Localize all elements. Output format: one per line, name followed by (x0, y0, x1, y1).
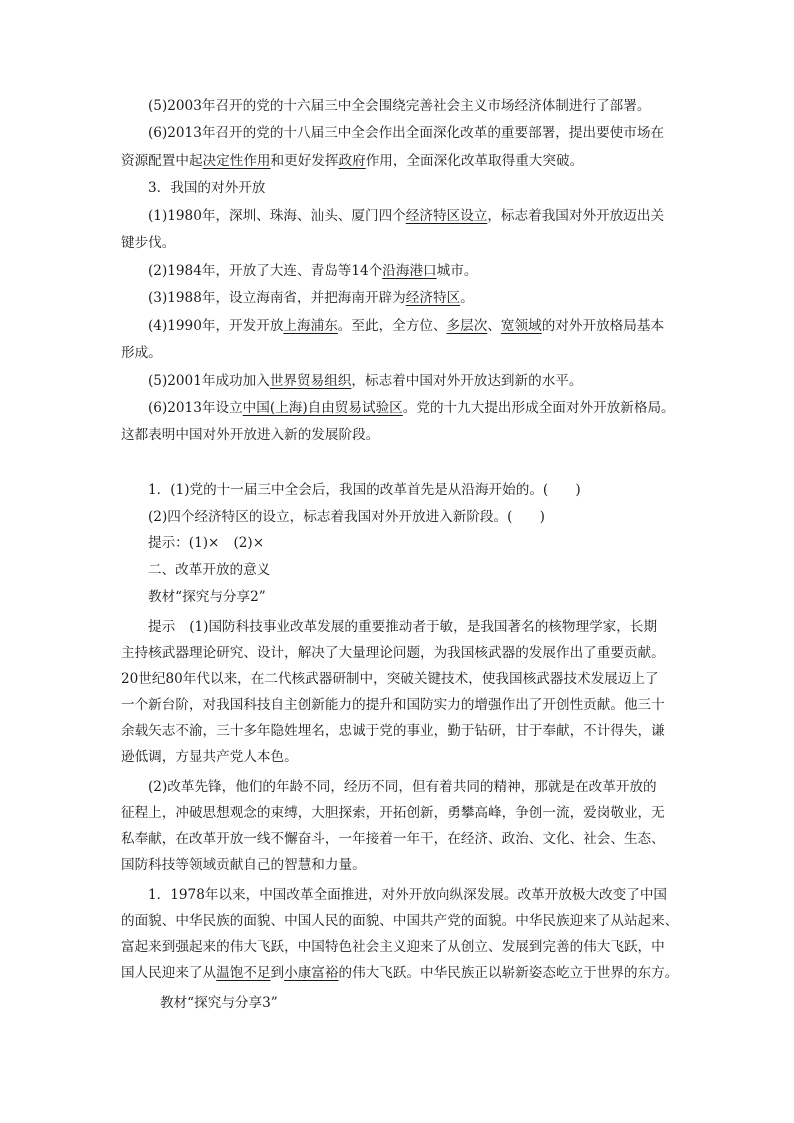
text-line (121, 911, 678, 931)
underlined-term: 中国(上海)自由贸易试验区 (242, 400, 403, 416)
text-segment: 私奉献，在改革开放一线不懈奋斗，一年接着一年干，在经济、政治、文化、社会、生态、 (121, 831, 665, 847)
text-segment: 键步伐。 (121, 235, 176, 251)
text-segment: (4)1990年，开发开放 (148, 318, 284, 334)
text-line (148, 288, 474, 308)
text-segment: 教材“探究与分享3” (160, 995, 278, 1011)
text-line (148, 560, 270, 580)
text-segment: 一个新台阶，对我国科技自主创新能力的提升和国防实力的增强作出了开创性贡献。他三十 (121, 697, 665, 713)
text-segment: (5)2003年召开的党的十六届三中全会围绕完善社会主义市场经济体制进行了部署。 (148, 98, 651, 114)
text-line (148, 206, 664, 226)
underlined-term: 上海浦东 (283, 318, 338, 334)
text-segment: 。党的十九大提出形成全面对外开放新格局。 (402, 400, 675, 416)
text-segment: 。 (460, 290, 474, 306)
text-segment: 主持核武器理论研究、设计，解决了大量理论问题，为我国核武器的发展作出了重要贡献。 (121, 645, 665, 661)
text-line (148, 587, 266, 607)
text-line (148, 96, 650, 116)
text-segment: 余载矢志不渝，三十多年隐姓埋名，忠诚于党的事业，勤于钻研，甘于奉献，不计得失，谦 (121, 723, 665, 739)
text-line (160, 993, 278, 1013)
text-line (148, 261, 477, 281)
text-line (121, 747, 298, 767)
text-line (121, 963, 678, 983)
text-line (148, 617, 657, 637)
underlined-term: 多层次 (446, 318, 488, 334)
underlined-term: 温饱不足 (216, 965, 271, 981)
text-segment: 的伟大飞跃。中华民族正以崭新姿态屹立于世界的东方。 (338, 965, 679, 981)
text-line (121, 829, 665, 849)
text-segment: 形成。 (121, 345, 162, 361)
text-line (121, 151, 583, 171)
underlined-term: 沿海港口 (382, 263, 437, 279)
underlined-term: 经济特区设立 (405, 208, 488, 224)
text-segment: (5)2001年成功加入 (148, 373, 270, 389)
text-line (121, 343, 162, 363)
text-line (148, 480, 581, 500)
text-segment: (1)国防科技事业改革发展的重要推动者于敏，是我国著名的核物理学家，长期 (189, 619, 658, 635)
text-segment: 的对外开放格局基本 (541, 318, 665, 334)
text-segment: 富起来到强起来的伟大飞跃，中国特色社会主义迎来了从创立、发展到完善的伟大飞跃，中 (121, 939, 665, 955)
text-line (148, 777, 657, 797)
text-segment: 二、改革开放的意义 (148, 562, 271, 578)
text-segment: 国防科技等领域贡献自己的智慧和力量。 (121, 857, 366, 873)
text-line (148, 398, 675, 418)
text-line (148, 178, 265, 198)
text-line (148, 123, 664, 143)
text-segment: 3．我国的对外开放 (148, 180, 266, 196)
text-segment: (6)2013年设立 (148, 400, 243, 416)
text-segment: (2)四个经济特区的设立，标志着我国对外开放进入新阶段。( ) (148, 509, 545, 525)
text-segment: 1．1978年以来，中国改革全面推进，对外开放向纵深发展。改革开放极大改变了中国 (148, 887, 668, 903)
text-segment: ，标志着我国对外开放迈出关 (487, 208, 665, 224)
text-segment: (6)2013年召开的党的十八届三中全会作出全面深化改革的重要部署，提出要使市场在 (148, 125, 665, 141)
text-line (148, 371, 582, 391)
text-segment: (1)1980年，深圳、珠海、汕头、厦门四个 (148, 208, 406, 224)
text-segment: 城市。 (436, 263, 478, 279)
text-line (121, 855, 366, 875)
underlined-term: 小康富裕 (284, 965, 339, 981)
text-line (121, 721, 665, 741)
text-segment: (2)1984年，开放了大连、青岛等14个 (148, 263, 383, 279)
text-line (121, 669, 659, 689)
text-segment: 和更好发挥 (270, 153, 339, 169)
underlined-term: 世界贸易组织 (269, 373, 352, 389)
text-line (121, 937, 665, 957)
text-line (121, 425, 379, 445)
text-segment: (3)1988年，设立海南省，并把海南开辟为 (148, 290, 406, 306)
text-segment: 20世纪80年代以来，在二代核武器研制中，突破关键技术，使我国核武器技术发展迈上了 (121, 671, 659, 687)
text-line (121, 643, 665, 663)
text-segment: 到 (270, 965, 285, 981)
text-segment: 国人民迎来了从 (121, 965, 217, 981)
text-line (148, 885, 667, 905)
text-segment: 这都表明中国对外开放进入新的发展阶段。 (121, 427, 380, 443)
text-line (148, 533, 264, 553)
text-segment: 逊低调，方显共产党人本色。 (121, 749, 298, 765)
text-segment: 、 (487, 318, 501, 334)
text-segment: 教材“探究与分享2” (148, 589, 266, 605)
text-segment: 提示 (148, 619, 176, 635)
text-segment: 征程上，冲破思想观念的束缚，大胆探索，开拓创新，勇攀高峰，争创一流，爱岗敬业，无 (121, 805, 665, 821)
text-line (121, 803, 665, 823)
underlined-term: 宽领域 (500, 318, 542, 334)
text-line (121, 695, 665, 715)
text-segment: (2)× (233, 535, 265, 551)
text-line (148, 507, 545, 527)
text-segment: 资源配置中起 (121, 153, 203, 169)
text-segment: ，标志着中国对外开放达到新的水平。 (351, 373, 583, 389)
text-line (121, 233, 175, 253)
text-segment: 的面貌、中华民族的面貌、中国人民的面貌、中国共产党的面貌。中华民族迎来了从站起来、 (121, 913, 679, 929)
text-segment: (2)改革先锋，他们的年龄不同，经历不同，但有着共同的精神，那就是在改革开放的 (148, 779, 657, 795)
text-segment: 。至此，全方位、 (337, 318, 447, 334)
underlined-term: 政府 (338, 153, 366, 169)
text-segment: 1．(1)党的十一届三中全会后，我国的改革首先是从沿海开始的。( ) (148, 482, 581, 498)
text-line (148, 316, 664, 336)
text-segment: 作用，全面深化改革取得重大突破。 (365, 153, 584, 169)
underlined-term: 经济特区 (405, 290, 461, 306)
underlined-term: 决定性作用 (202, 153, 271, 169)
text-segment: 提示：(1)× (148, 535, 220, 551)
